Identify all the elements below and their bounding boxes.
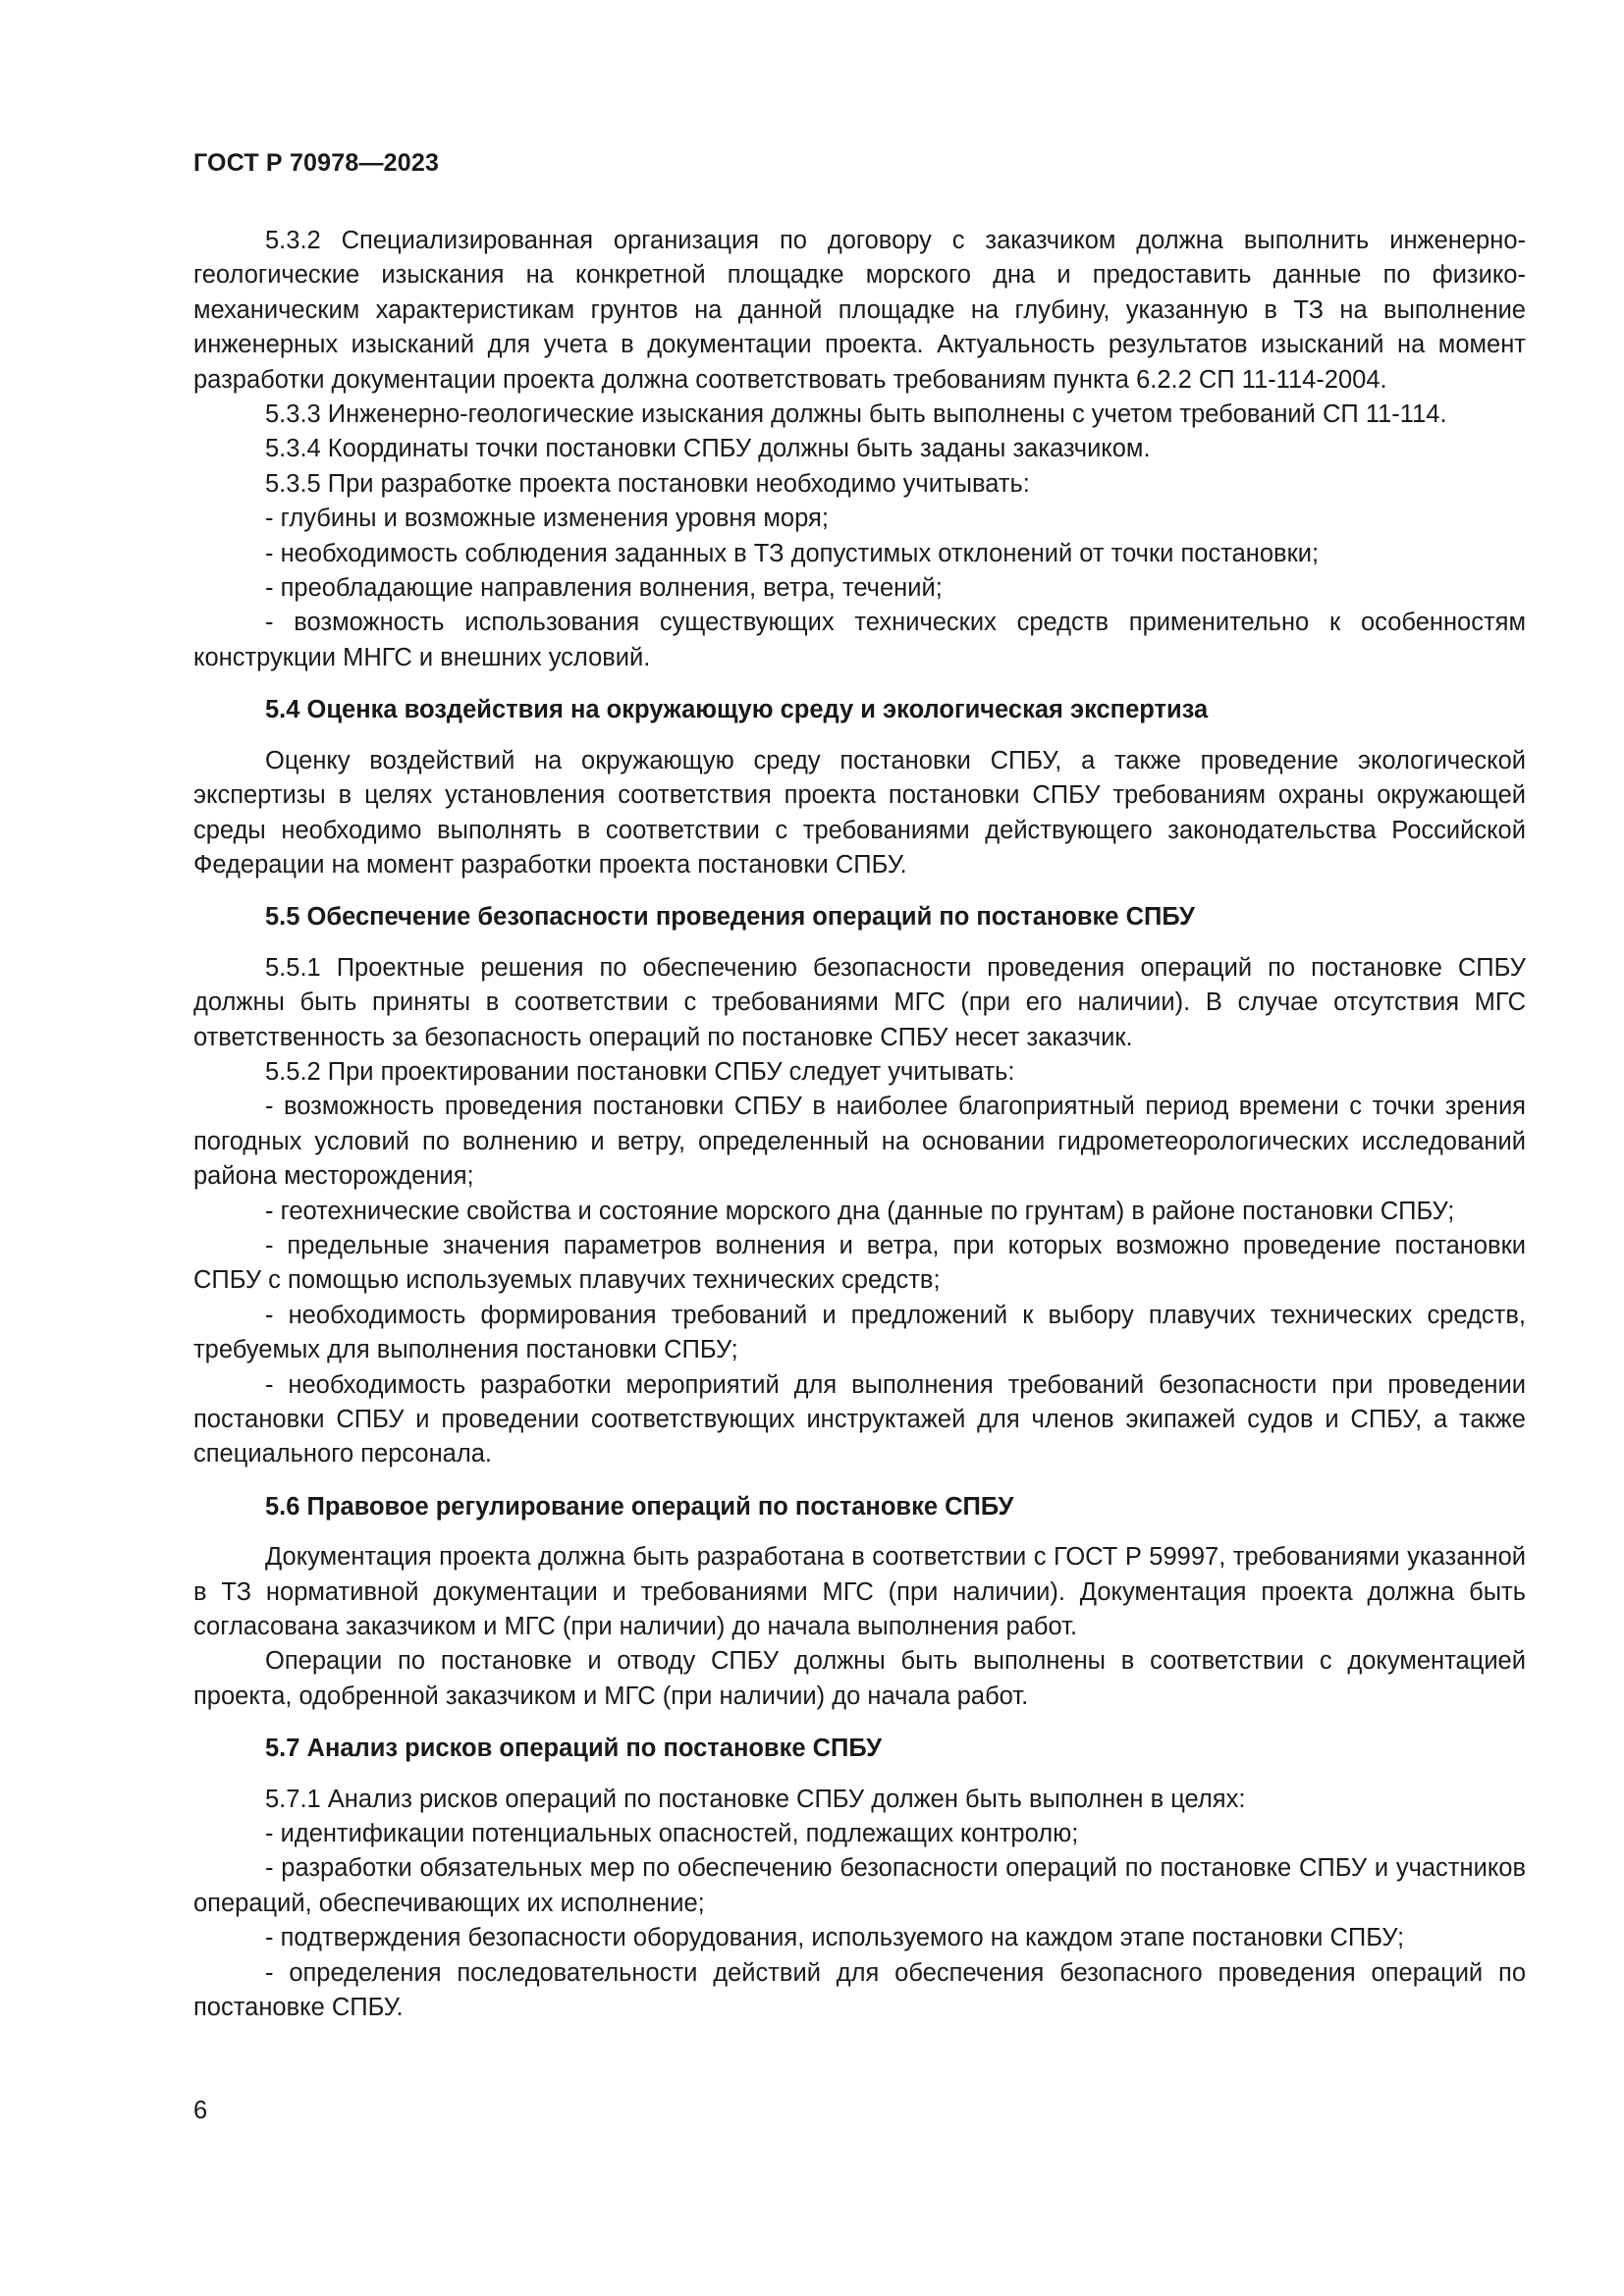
document-body bbox=[193, 224, 1526, 2026]
list-item: - разработки обязательных мер по обеспечению безопасности операций по постановке СПБУ и участников операций, обеспечивающих их исполнение; bbox=[193, 1854, 1526, 1917]
paragraph-5-3-2: 5.3.2 Специализированная организация по договору с заказчиком должна выполнить инженерно-геологические изыскания на конкретной площадке морского дна и предоставить данные по физико-механическим характеристикам грунтов на данной площадке на глубину, указанную в ТЗ на выполнение инженерных изысканий для учета в документации проекта. Актуальность результатов изысканий на момент разработки документации проекта должна соответствовать требованиям пункта 6.2.2 СП 11-114-2004. bbox=[193, 227, 1526, 394]
list-item: - преобладающие направления волнения, ветра, течений; bbox=[265, 574, 943, 603]
paragraph-5-5-1: 5.5.1 Проектные решения по обеспечению безопасности проведения операций по постановке СПБУ должны быть приняты в соответствии с требованиями МГС (при его наличии). В случае отсутствия МГС ответственность за безопасность операций по постановке СПБУ несет заказчик. bbox=[193, 953, 1526, 1051]
paragraph-5-4: Оценку воздействий на окружающую среду постановки СПБУ, а также проведение экологической экспертизы в целях установления соответствия проекта постановки СПБУ требованиям охраны окружающей среды необходимо выполнять в соответствии с требованиями действующего законодательства Российской Федерации на момент разработки проекта постановки СПБУ. bbox=[193, 746, 1526, 879]
paragraph-5-3-4: 5.3.4 Координаты точки постановки СПБУ должны быть заданы заказчиком. bbox=[265, 435, 1151, 463]
list-item: - необходимость соблюдения заданных в ТЗ допустимых отклонений от точки постановки; bbox=[265, 539, 1320, 567]
list-item: - необходимость разработки мероприятий для выполнения требований безопасности при проведении постановки СПБУ и проведении соответствующих инструктажей для членов экипажей судов и СПБУ, а также специального персонала. bbox=[193, 1370, 1526, 1468]
list-item: - подтверждения безопасности оборудования, используемого на каждом этапе постановки СПБУ; bbox=[265, 1924, 1405, 1952]
list-item: - необходимость формирования требований и предложений к выбору плавучих технических средств, требуемых для выполнения постановки СПБУ; bbox=[193, 1301, 1526, 1364]
list-item: - глубины и возможные изменения уровня моря; bbox=[265, 505, 829, 533]
section-heading-5-6: 5.6 Правовое регулирование операций по постановке СПБУ bbox=[265, 1492, 1014, 1521]
paragraph-5-6-a: Документация проекта должна быть разработана в соответствии с ГОСТ Р 59997, требованиями указанной в ТЗ нормативной документации и требованиями МГС (при наличии). Документация проекта должна быть согласована заказчиком и МГС (при наличии) до начала выполнения работ. bbox=[193, 1543, 1526, 1641]
paragraph-5-5-2: 5.5.2 При проектировании постановки СПБУ следует учитывать: bbox=[265, 1057, 1015, 1086]
list-item: - возможность проведения постановки СПБУ в наиболее благоприятный период времени с точки зрения погодных условий по волнению и ветру, определенный на основании гидрометеорологических исследований района месторождения; bbox=[193, 1093, 1526, 1191]
paragraph-5-3-5: 5.3.5 При разработке проекта постановки необходимо учитывать: bbox=[265, 469, 1030, 498]
list-item: - предельные значения параметров волнения и ветра, при которых возможно проведение постановки СПБУ с помощью используемых плавучих технических средств; bbox=[193, 1231, 1526, 1295]
list-item: - возможность использования существующих технических средств применительно к особенностям конструкции МНГС и внешних условий. bbox=[193, 609, 1526, 671]
page-number: 6 bbox=[193, 2097, 208, 2124]
section-heading-5-7: 5.7 Анализ рисков операций по постановке СПБУ bbox=[265, 1735, 882, 1763]
section-heading-5-4: 5.4 Оценка воздействия на окружающую среду и экологическая экспертиза bbox=[265, 696, 1209, 724]
paragraph-5-3-3: 5.3.3 Инженерно-геологические изыскания должны быть выполнены с учетом требований СП 11-114. bbox=[265, 400, 1447, 429]
paragraph-5-7-1: 5.7.1 Анализ рисков операций по постановке СПБУ должен быть выполнен в целях: bbox=[265, 1785, 1246, 1813]
section-heading-5-5: 5.5 Обеспечение безопасности проведения операций по постановке СПБУ bbox=[265, 903, 1195, 932]
paragraph-5-6-b: Операции по постановке и отводу СПБУ должны быть выполнены в соответствии с документацией проекта, одобренной заказчиком и МГС (при наличии) до начала работ. bbox=[193, 1647, 1526, 1710]
list-item: - идентификации потенциальных опасностей, подлежащих контролю; bbox=[265, 1820, 1079, 1848]
list-item: - определения последовательности действий для обеспечения безопасного проведения операций по постановке СПБУ. bbox=[193, 1958, 1526, 2022]
document-header: ГОСТ Р 70978—2023 bbox=[193, 149, 440, 177]
list-item: - геотехнические свойства и состояние морского дна (данные по грунтам) в районе постановки СПБУ; bbox=[265, 1197, 1455, 1225]
